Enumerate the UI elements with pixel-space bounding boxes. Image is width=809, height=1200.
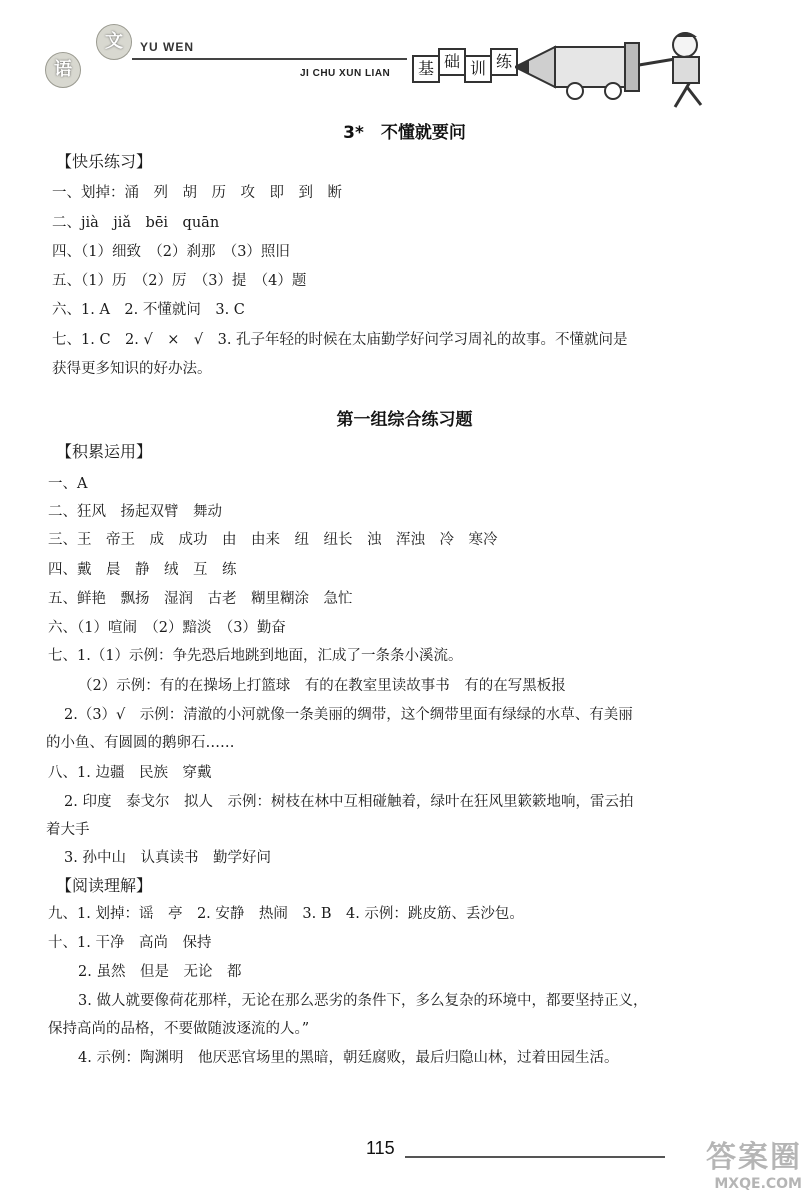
- answer-line: 五、鲜艳 飘扬 湿润 古老 糊里糊涂 急忙: [48, 591, 353, 607]
- header-box-char: 训: [464, 55, 492, 83]
- answer-line: 四、戴 晨 静 绒 互 练: [48, 562, 237, 578]
- answer-line: 六、1. A 2. 不懂就问 3. C: [52, 302, 245, 318]
- answer-line: 2. 虽然 但是 无论 都: [78, 964, 242, 980]
- answer-line: 四、（1）细致 （2）刹那 （3）照旧: [52, 244, 290, 260]
- answer-line: 3. 孙中山 认真读书 勤学好问: [64, 850, 271, 866]
- answer-line: 二、jià jiǎ bēi quān: [52, 215, 220, 231]
- answer-line: 二、狂风 扬起双臂 舞动: [48, 504, 222, 520]
- answer-line: 一、划掉：涌 列 胡 历 攻 即 到 断: [52, 185, 342, 201]
- answer-line: 八、1. 边疆 民族 穿戴: [48, 765, 212, 781]
- answer-line: 着大手: [46, 822, 90, 838]
- page-header: [0, 0, 809, 110]
- watermark: [660, 1120, 809, 1200]
- header-jichu: JI CHU XUN LIAN: [300, 68, 391, 79]
- watermark-url: MXQE.COM: [714, 1176, 802, 1192]
- answer-line: 的小鱼、有圆圆的鹅卵石……: [46, 735, 235, 751]
- answer-line: 十、1. 干净 高尚 保持: [48, 935, 212, 951]
- review-title: 第一组综合练习题: [336, 410, 473, 430]
- answer-line: 七、1. C 2. √ × √ 3. 孔子年轻的时候在太庙勤学好问学习周礼的故事。不懂就问是: [52, 332, 628, 348]
- header-char-badge: 文: [96, 24, 132, 60]
- answer-line: （2）示例：有的在操场上打篮球 有的在教室里读故事书 有的在写黑板报: [78, 678, 566, 694]
- answer-line: 六、（1）喧闹 （2）黯淡 （3）勤奋: [48, 620, 286, 636]
- answer-line: 七、1.（1）示例：争先恐后地跳到地面，汇成了一条条小溪流。: [48, 648, 463, 664]
- header-yuwen: YU WEN: [140, 40, 194, 54]
- answer-line: 五、（1）历 （2）厉 （3）提 （4）题: [52, 273, 307, 289]
- footer-rule: [405, 1156, 665, 1158]
- pencil-boy-illustration-icon: [515, 25, 735, 110]
- header-box-char: 基: [412, 55, 440, 83]
- answer-line: 保持高尚的品格，不要做随波逐流的人。”: [48, 1021, 310, 1037]
- header-rule: [132, 58, 407, 60]
- answer-line: 3. 做人就要像荷花那样，无论在那么恶劣的条件下，多么复杂的环境中，都要坚持正义，: [78, 993, 648, 1009]
- page-number: 115: [366, 1138, 395, 1158]
- watermark-text: 答案圈: [706, 1140, 802, 1175]
- answer-line: 4. 示例：陶渊明 他厌恶官场里的黑暗，朝廷腐败，最后归隐山林，过着田园生活。: [78, 1050, 619, 1066]
- lesson-title: 3* 不懂就要问: [343, 123, 466, 143]
- answer-line: 2. 印度 泰戈尔 拟人 示例：树枝在林中互相碰触着，绿叶在狂风里簌簌地响，雷云拍: [64, 794, 634, 810]
- answer-line: 三、王 帝王 成 成功 由 由来 纽 纽长 浊 浑浊 冷 寒冷: [48, 532, 498, 548]
- answer-line: 2.（3）√ 示例：清澈的小河就像一条美丽的绸带，这个绸带里面有绿绿的水草、有美丽: [64, 707, 633, 723]
- answer-line: 获得更多知识的好办法。: [52, 361, 212, 377]
- answer-line: 一、A: [48, 476, 88, 492]
- answer-line: 九、1. 划掉：谣 亭 2. 安静 热闹 3. B 4. 示例：跳皮筋、丢沙包。: [48, 906, 524, 922]
- header-char-badge: 语: [45, 52, 81, 88]
- section-label: 【快乐练习】: [56, 152, 153, 171]
- section-label: 【积累运用】: [56, 442, 153, 461]
- header-box-char: 础: [438, 48, 466, 76]
- section-label: 【阅读理解】: [56, 876, 153, 895]
- header-box-char: 练: [490, 48, 518, 76]
